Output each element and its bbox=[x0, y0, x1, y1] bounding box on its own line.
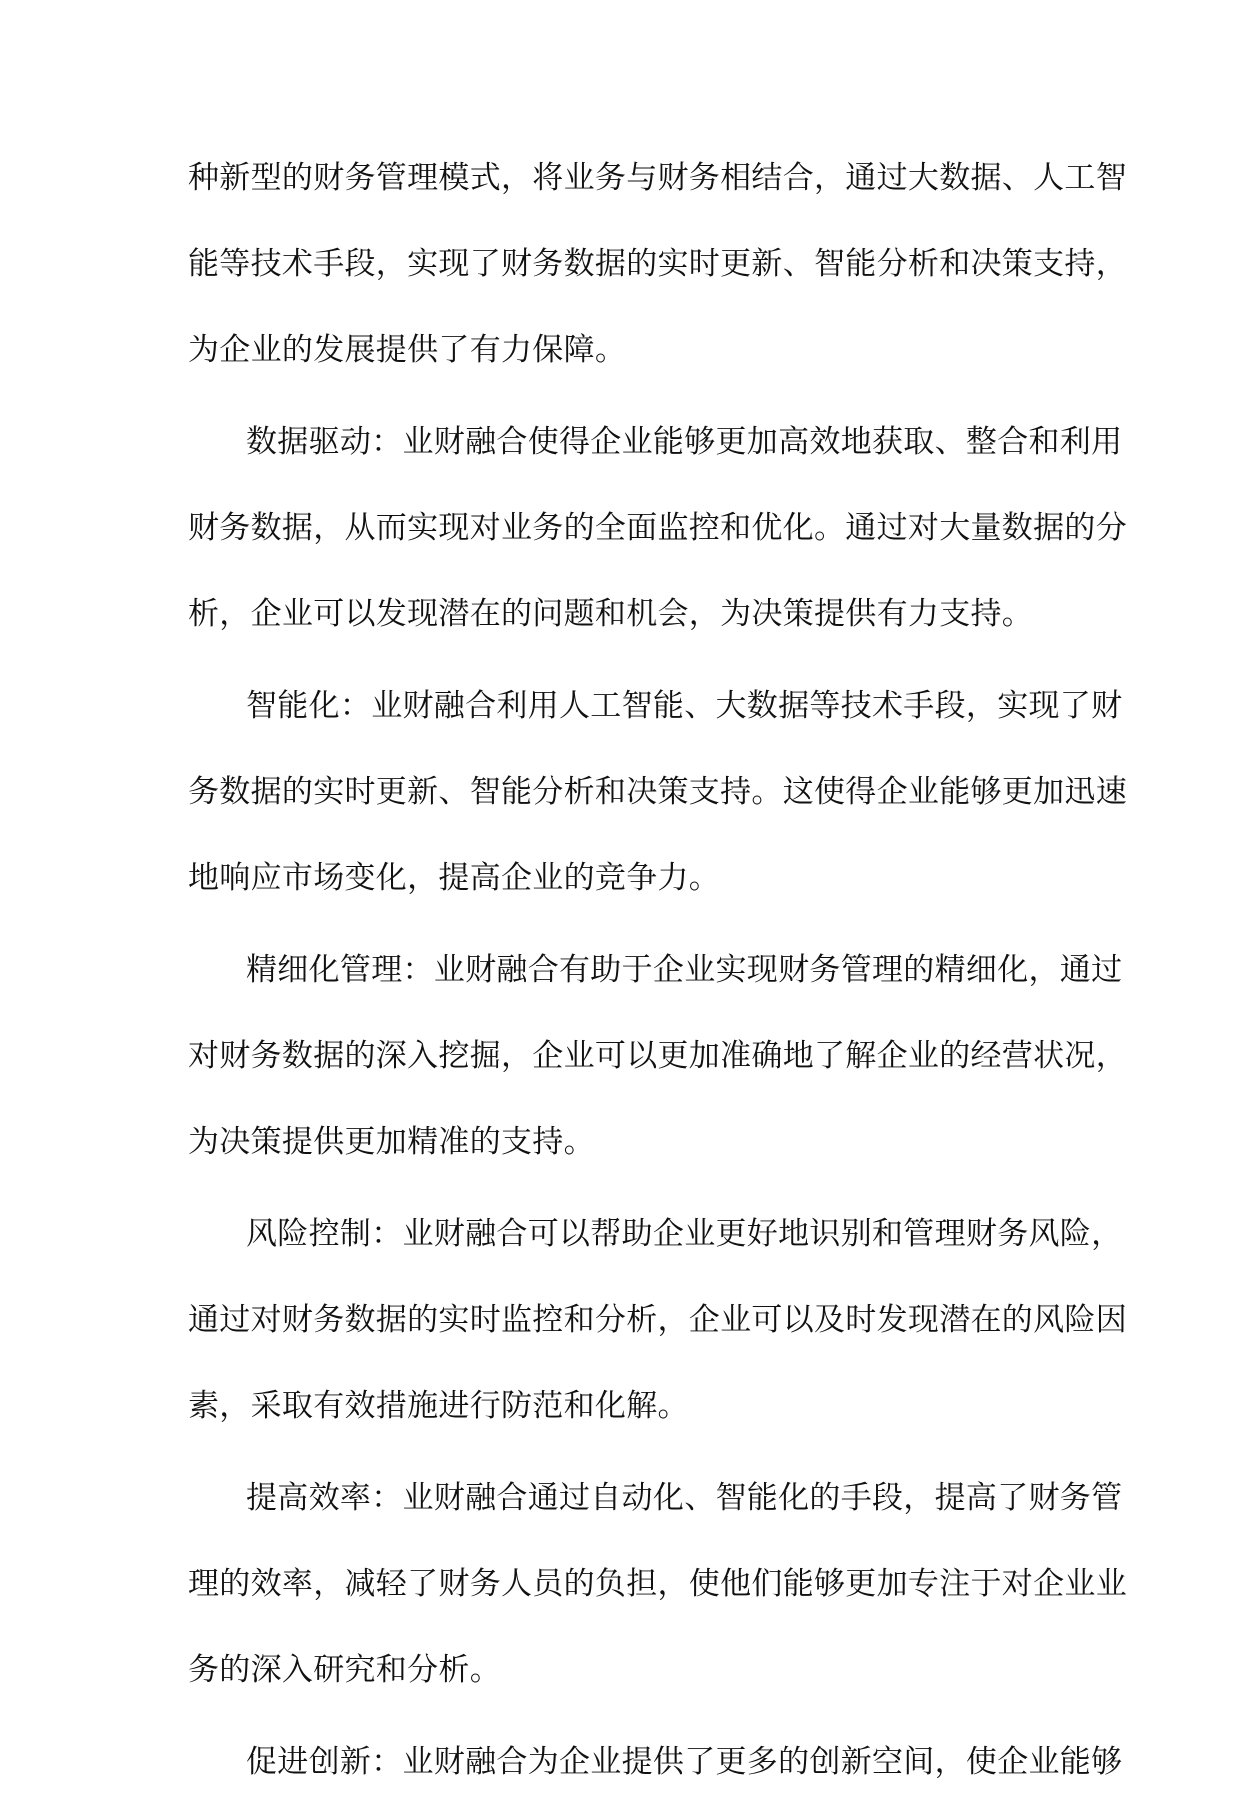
text-line: 为决策提供更加精准的支持。 bbox=[188, 1124, 595, 1160]
text-line: 析，企业可以发现潜在的问题和机会，为决策提供有力支持。 bbox=[188, 596, 1034, 632]
text-line: 务数据的实时更新、智能分析和决策支持。这使得企业能够更加迅速 bbox=[188, 774, 1127, 810]
text-line: 对财务数据的深入挖掘，企业可以更加准确地了解企业的经营状况， bbox=[188, 1038, 1127, 1074]
paragraph-first-line: 提高效率：业财融合通过自动化、智能化的手段，提高了财务管 bbox=[246, 1480, 1123, 1516]
paragraph-first-line: 促进创新：业财融合为企业提供了更多的创新空间，使企业能够 bbox=[246, 1744, 1123, 1780]
text-line: 通过对财务数据的实时监控和分析，企业可以及时发现潜在的风险因 bbox=[188, 1302, 1127, 1338]
text-line: 理的效率，减轻了财务人员的负担，使他们能够更加专注于对企业业 bbox=[188, 1566, 1127, 1602]
paragraph-first-line: 风险控制：业财融合可以帮助企业更好地识别和管理财务风险， bbox=[246, 1216, 1123, 1252]
text-line: 为企业的发展提供了有力保障。 bbox=[188, 332, 627, 368]
paragraph-first-line: 数据驱动：业财融合使得企业能够更加高效地获取、整合和利用 bbox=[246, 424, 1123, 460]
text-line: 种新型的财务管理模式，将业务与财务相结合，通过大数据、人工智 bbox=[188, 160, 1127, 196]
text-line: 地响应市场变化，提高企业的竞争力。 bbox=[188, 860, 721, 896]
text-line: 财务数据，从而实现对业务的全面监控和优化。通过对大量数据的分 bbox=[188, 510, 1127, 546]
paragraph-first-line: 智能化：业财融合利用人工智能、大数据等技术手段，实现了财 bbox=[246, 688, 1123, 724]
paragraph-first-line: 精细化管理：业财融合有助于企业实现财务管理的精细化，通过 bbox=[246, 952, 1123, 988]
text-line: 素，采取有效措施进行防范和化解。 bbox=[188, 1388, 689, 1424]
body-text bbox=[188, 140, 1127, 1810]
text-line: 能等技术手段，实现了财务数据的实时更新、智能分析和决策支持， bbox=[188, 246, 1127, 282]
text-line: 务的深入研究和分析。 bbox=[188, 1652, 501, 1688]
